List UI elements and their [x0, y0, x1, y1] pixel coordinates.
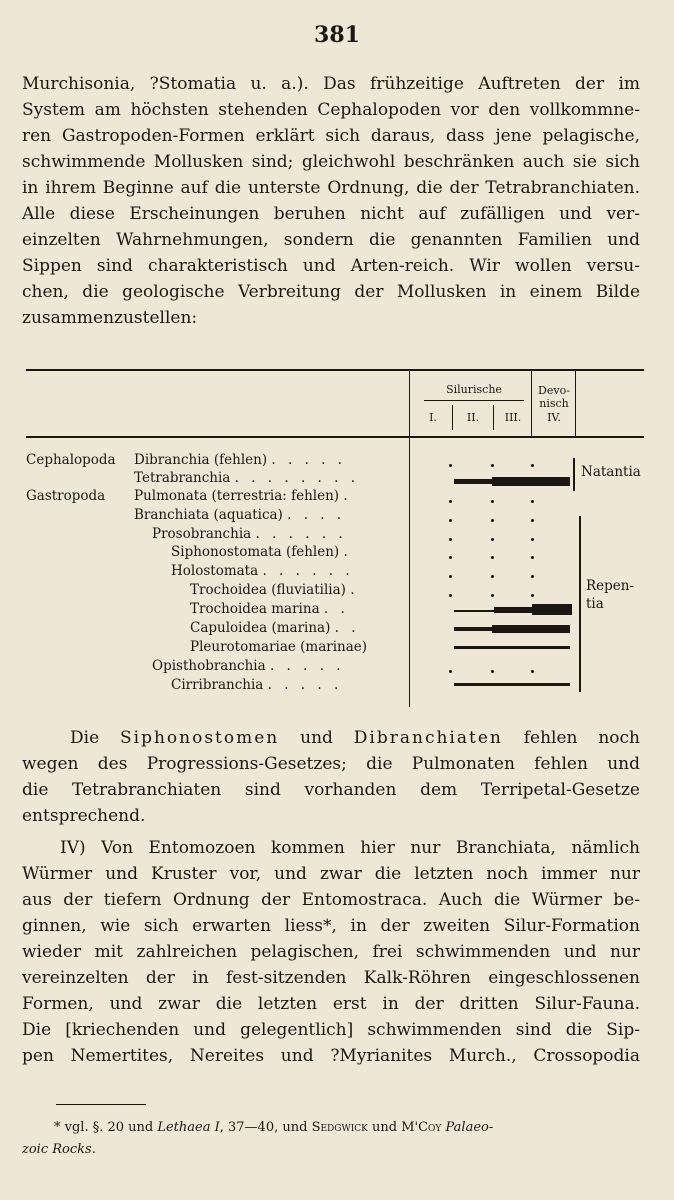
header-col-3: III. — [504, 411, 522, 424]
range-bar — [532, 604, 572, 615]
text-line: wieder mit zahlreichen pelagischen, frei schwimmenden und nur — [22, 942, 640, 962]
repentia-label: Repen- tia — [586, 578, 635, 612]
footnote: * vgl. §. 20 und Lethaea I, 37—40, und Sedgwick und M'Coy Palaeo- zoic Rocks. — [22, 1120, 494, 1157]
text-line: Formen, und zwar die letzten erst in der dritten Silur-Fauna. — [22, 994, 640, 1014]
table-divider — [531, 371, 532, 436]
range-bar — [454, 646, 570, 649]
range-bar — [492, 477, 570, 486]
group-label: Gastropoda — [26, 488, 106, 504]
natantia-label: Natantia — [581, 464, 641, 480]
absence-dot — [449, 538, 452, 541]
text-line: entsprechend. — [22, 806, 146, 826]
text-line: einzelten Wahrnehmungen, sondern die genannten Familien und — [22, 230, 640, 250]
range-bar — [454, 627, 492, 631]
taxon-label: Trochoidea (fluviatilia) . — [190, 582, 359, 598]
range-bar — [492, 625, 570, 633]
text-line: Alle diese Erscheinungen beruhen nicht auf zufälligen und ver- — [22, 204, 640, 224]
absence-dot — [531, 556, 534, 559]
intro-paragraph — [22, 71, 640, 331]
taxon-label: Cirribranchia . . . . . — [171, 677, 343, 693]
header-devonisch: Devo- nisch — [538, 384, 570, 410]
absence-dot — [491, 575, 494, 578]
header-col-4: IV. — [547, 411, 561, 424]
table-top-rule — [26, 369, 644, 371]
header-col-1: I. — [429, 411, 437, 424]
after-table-paragraph — [22, 725, 640, 829]
range-bar — [454, 479, 492, 484]
absence-dot — [449, 519, 452, 522]
header-col-2: II. — [466, 411, 480, 424]
absence-dot — [491, 594, 494, 597]
taxon-label: Pleurotomariae (marinae) — [190, 639, 368, 655]
text-line: aus der tiefern Ordnung der Entomostraca. Auch die Würmer be- — [22, 890, 640, 910]
absence-dot — [449, 575, 452, 578]
col-sep — [452, 405, 453, 430]
table-divider — [409, 371, 410, 707]
text-line: chen, die geologische Verbreitung der Mollusken in einem Bilde — [22, 282, 640, 302]
taxon-label: Trochoidea marina . . — [190, 601, 349, 617]
table-header-rule — [26, 436, 644, 438]
text-line: Die Siphonostomen und Dibranchiaten fehlen noch — [70, 728, 640, 748]
text-line: vereinzelten der in fest-sitzenden Kalk-Röhren eingeschlossenen — [22, 968, 640, 988]
table-divider — [575, 371, 576, 436]
text-line: ginnen, wie sich erwarten liess*, in der zweiten Silur-Formation — [22, 916, 640, 936]
absence-dot — [531, 519, 534, 522]
text-line: System am höchsten stehenden Cephalopoden vor den vollkommne- — [22, 100, 640, 120]
absence-dot — [531, 594, 534, 597]
taxon-label: Holostomata . . . . . . — [171, 563, 354, 579]
absence-dot — [491, 464, 494, 467]
absence-dot — [449, 500, 452, 503]
text-line: Die [kriechenden und gelegentlich] schwimmenden sind die Sip- — [22, 1020, 640, 1040]
text-line: in ihrem Beginne auf die unterste Ordnung, die der Tetrabranchiaten. — [22, 178, 640, 198]
table-row — [26, 487, 105, 505]
page-number: 381 — [314, 22, 360, 48]
text-line: Würmer und Kruster vor, und zwar die letzten noch immer nur — [22, 864, 640, 884]
absence-dot — [491, 670, 494, 673]
taxon-label: Pulmonata (terrestria: fehlen) . — [134, 488, 352, 504]
col-sep — [493, 405, 494, 430]
text-line: IV) Von Entomozoen kommen hier nur Branchiata, nämlich — [60, 838, 640, 858]
text-line: schwimmende Mollusken sind; gleichwohl beschränken auch sie sich — [22, 152, 640, 172]
taxon-label: Capuloidea (marina) . . — [190, 620, 360, 636]
header-silurische: Silurische — [446, 383, 502, 396]
text-line: zusammenzustellen: — [22, 308, 198, 328]
range-bar — [494, 607, 532, 613]
group-label: Cephalopoda — [26, 452, 116, 468]
text-line: Sippen sind charakteristisch und Arten-reich. Wir wollen versu- — [22, 256, 640, 276]
taxon-label: Tetrabranchia . . . . . . . . — [134, 470, 360, 486]
taxon-label: Branchiata (aquatica) . . . . — [134, 507, 346, 523]
text-line: die Tetrabranchiaten sind vorhanden dem Terripetal-Gesetze — [22, 780, 640, 800]
range-bar — [454, 610, 494, 612]
absence-dot — [531, 538, 534, 541]
absence-dot — [449, 670, 452, 673]
natantia-brace — [573, 458, 575, 491]
taxon-label: Siphonostomata (fehlen) . — [171, 544, 352, 560]
taxon-label: Dibranchia (fehlen) . . . . . — [134, 452, 347, 468]
taxon-label: Prosobranchia . . . . . . — [152, 526, 347, 542]
text-line: wegen des Progressions-Gesetzes; die Pulmonaten fehlen und — [22, 754, 640, 774]
absence-dot — [531, 670, 534, 673]
absence-dot — [449, 594, 452, 597]
absence-dot — [531, 500, 534, 503]
range-bar — [454, 683, 570, 686]
absence-dot — [491, 538, 494, 541]
absence-dot — [531, 464, 534, 467]
taxon-label: Opisthobranchia . . . . . — [152, 658, 345, 674]
absence-dot — [491, 556, 494, 559]
text-line: Murchisonia, ?Stomatia u. a.). Das frühzeitige Auftreten der im — [22, 74, 640, 94]
table-row — [26, 451, 116, 469]
section-iv-paragraph — [22, 835, 640, 1069]
absence-dot — [449, 464, 452, 467]
header-brace-line — [424, 400, 524, 401]
text-line: ren Gastropoden-Formen erklärt sich daraus, dass jene pelagische, — [22, 126, 640, 146]
repentia-brace — [579, 516, 581, 692]
footnote-rule — [56, 1104, 146, 1105]
absence-dot — [491, 500, 494, 503]
absence-dot — [491, 519, 494, 522]
absence-dot — [531, 575, 534, 578]
absence-dot — [449, 556, 452, 559]
text-line: pen Nemertites, Nereites und ?Myrianites Murch., Crossopodia — [22, 1046, 640, 1066]
